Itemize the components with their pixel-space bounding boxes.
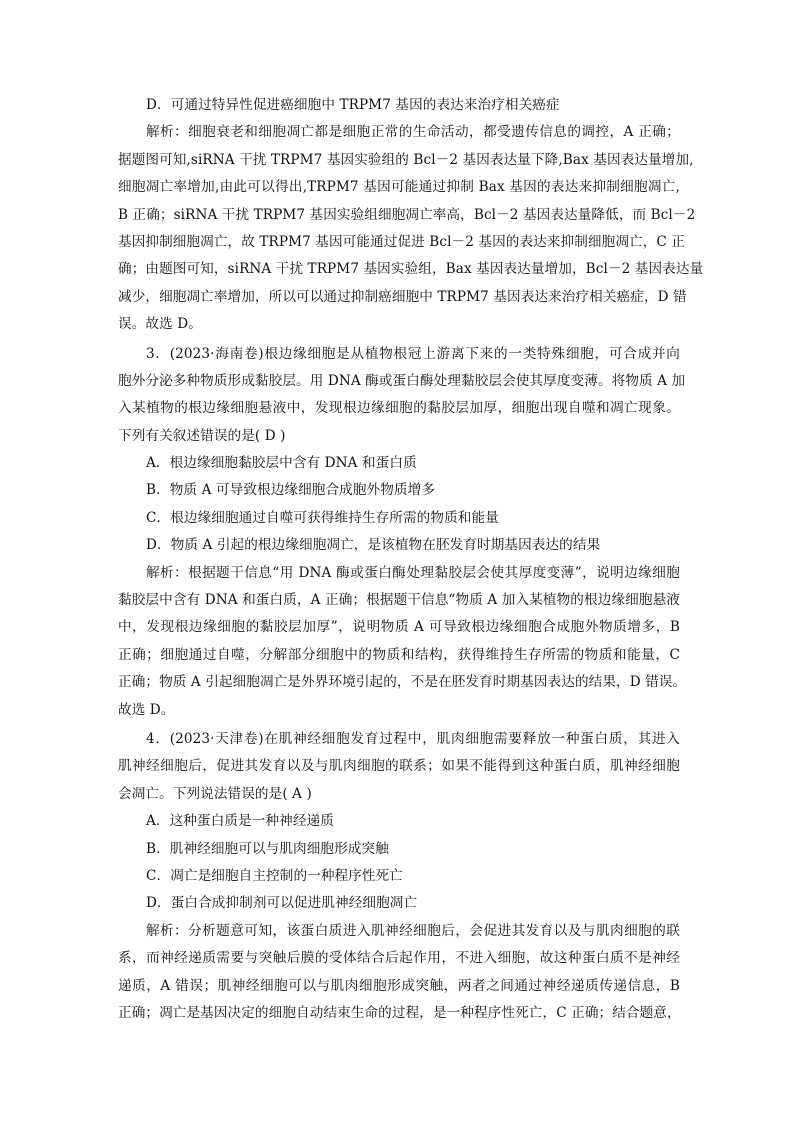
q3-option-d: D．物质 A 引起的根边缘细胞凋亡，是该植物在胚发育时期基因表达的结果 — [146, 537, 601, 554]
q3-option-c: C．根边缘细胞通过自噬可获得维持生存所需的物质和能量 — [146, 509, 499, 526]
q4-analysis-line-2: 系，而神经递质需要与突触后膜的受体结合后起作用，不进入细胞，故这种蛋白质不是神经 — [118, 950, 680, 967]
q3-stem-line-4: 下列有关叙述错误的是( D ) — [118, 427, 286, 444]
q2-analysis-line-6: 确；由题图可知，siRNA 干扰 TRPM7 基因实验组，Bax 基因表达量增加，Bcl－2 基因表达量 — [118, 261, 704, 278]
q3-option-a: A．根边缘细胞黏胶层中含有 DNA 和蛋白质 — [146, 455, 417, 472]
q4-option-c: C．凋亡是细胞自主控制的一种程序性死亡 — [146, 867, 403, 884]
q2-option-d: D．可通过特异性促进癌细胞中 TRPM7 基因的表达来治疗相关癌症 — [146, 97, 560, 113]
q4-option-d: D．蛋白合成抑制剂可以促进肌神经细胞凋亡 — [146, 895, 418, 912]
q2-analysis-line-3: 细胞凋亡率增加,由此可以得出,TRPM7 基因可能通过抑制 Bax 基因的表达来抑制细胞凋亡, — [118, 179, 680, 196]
q3-analysis-line-2: 黏胶层中含有 DNA 和蛋白质，A 正确；根据题干信息“物质 A 加入某植物的根边缘细胞悬液 — [118, 592, 680, 609]
q4-stem-line-3: 会凋亡。下列说法错误的是( A ) — [118, 785, 312, 802]
q3-analysis-line-3: 中，发现根边缘细胞的黏胶层加厚”，说明物质 A 可导致根边缘细胞合成胞外物质增多，B — [118, 619, 680, 636]
q3-analysis-line-4: 正确；细胞通过自噬，分解部分细胞中的物质和结构，获得维持生存所需的物质和能量，C — [118, 646, 680, 663]
q2-analysis-line-5: 基因抑制细胞凋亡，故 TRPM7 基因可能通过促进 Bcl－2 基因的表达来抑制细胞凋亡，C 正 — [118, 233, 686, 250]
q2-analysis-line-7: 减少，细胞凋亡率增加，所以可以通过抑制癌细胞中 TRPM7 基因表达来治疗相关癌症，D 错 — [118, 288, 687, 305]
q2-analysis-line-1: 解析：细胞衰老和细胞凋亡都是细胞正常的生命活动，都受遗传信息的调控，A 正确； — [146, 124, 680, 141]
q4-option-b: B．肌神经细胞可以与肌肉细胞形成突触 — [146, 840, 389, 857]
q3-option-b: B．物质 A 可导致根边缘细胞合成胞外物质增多 — [146, 482, 436, 499]
q4-option-a: A．这种蛋白质是一种神经递质 — [146, 813, 334, 830]
q3-stem-line-2: 胞外分泌多种物质形成黏胶层。用 DNA 酶或蛋白酶处理黏胶层会使其厚度变薄。将物质 A 加 — [118, 372, 686, 389]
q3-analysis-line-5: 正确；物质 A 引起细胞凋亡是外界环境引起的，不是在胚发育时期基因表达的结果，D 错误。 — [118, 674, 687, 691]
question-3 — [118, 341, 687, 724]
question-4 — [118, 726, 680, 1027]
q2-analysis — [118, 119, 704, 338]
q4-analysis-line-4: 正确；凋亡是基因决定的细胞自动结束生命的过程，是一种程序性死亡，C 正确；结合题意， — [118, 1004, 681, 1021]
q4-analysis-line-3: 递质，A 错误；肌神经细胞可以与肌肉细胞形成突触，两者之间通过神经递质传递信息，B — [118, 977, 680, 994]
q4-stem-line-1: 4．(2023·天津卷)在肌神经细胞发育过程中，肌肉细胞需要释放一种蛋白质，其进入 — [146, 730, 680, 747]
q3-stem-line-1: 3．(2023·海南卷)根边缘细胞是从植物根冠上游离下来的一类特殊细胞，可合成并向 — [146, 345, 680, 362]
document-page — [118, 92, 704, 1027]
q2-analysis-line-4: B 正确；siRNA 干扰 TRPM7 基因实验组细胞凋亡率高，Bcl－2 基因表达量降低，而 Bcl－2 — [118, 206, 696, 223]
q3-analysis-line-6: 故选 D。 — [118, 701, 175, 718]
q2-analysis-line-8: 误。故选 D。 — [118, 316, 202, 333]
q4-stem-line-2: 肌神经细胞后，促进其发育以及与肌肉细胞的联系；如果不能得到这种蛋白质，肌神经细胞 — [118, 758, 680, 775]
q4-analysis-line-1: 解析：分析题意可知，该蛋白质进入肌神经细胞后，会促进其发育以及与肌肉细胞的联 — [146, 922, 680, 939]
q3-analysis-line-1: 解析：根据题干信息“用 DNA 酶或蛋白酶处理黏胶层会使其厚度变薄”，说明边缘细胞 — [146, 564, 680, 581]
q2-analysis-line-2: 据题图可知,siRNA 干扰 TRPM7 基因实验组的 Bcl－2 基因表达量下降,Bax 基因表达量增加, — [118, 151, 694, 168]
q3-stem-line-3: 入某植物的根边缘细胞悬液中，发现根边缘细胞的黏胶层加厚，细胞出现自噬和凋亡现象。 — [118, 400, 680, 417]
